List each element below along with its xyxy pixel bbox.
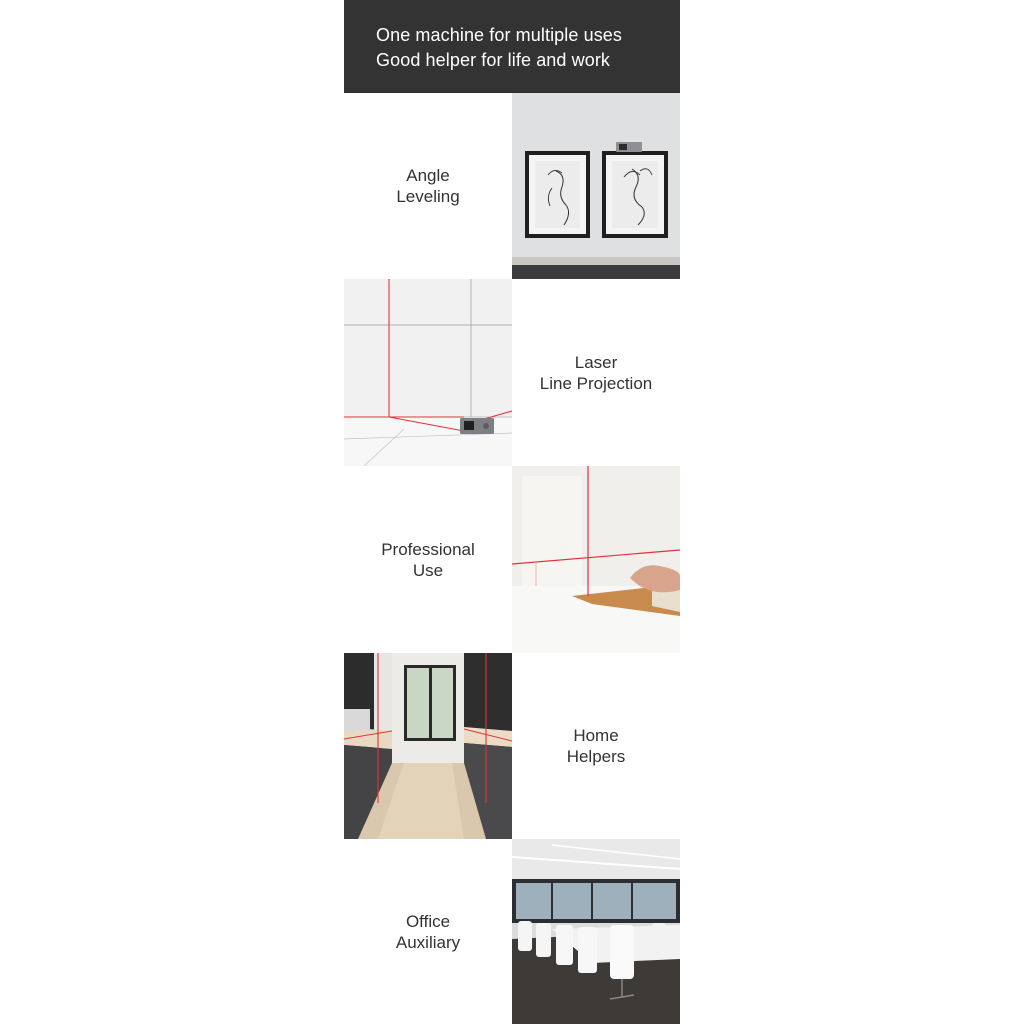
header-line-1: One machine for multiple uses xyxy=(376,25,623,45)
professional-use-label: Professional Use xyxy=(344,466,512,653)
header-banner xyxy=(344,0,680,93)
angle-leveling-label: Angle Leveling xyxy=(344,93,512,279)
feature-strip xyxy=(344,0,680,1024)
framed-sketches-wall-photo xyxy=(512,93,680,279)
office-auxiliary-label: Office Auxiliary xyxy=(344,839,512,1024)
home-helpers-label: Home Helpers xyxy=(512,653,680,839)
hand-tiling-with-laser-photo xyxy=(512,466,680,653)
header-line-2: Good helper for life and work xyxy=(376,50,611,70)
laser-cross-lines-floor-photo xyxy=(344,279,512,466)
laser-line-projection-label: Laser Line Projection xyxy=(512,279,680,466)
kitchen-corridor-laser-photo xyxy=(344,653,512,839)
conference-room-photo xyxy=(512,839,680,1024)
